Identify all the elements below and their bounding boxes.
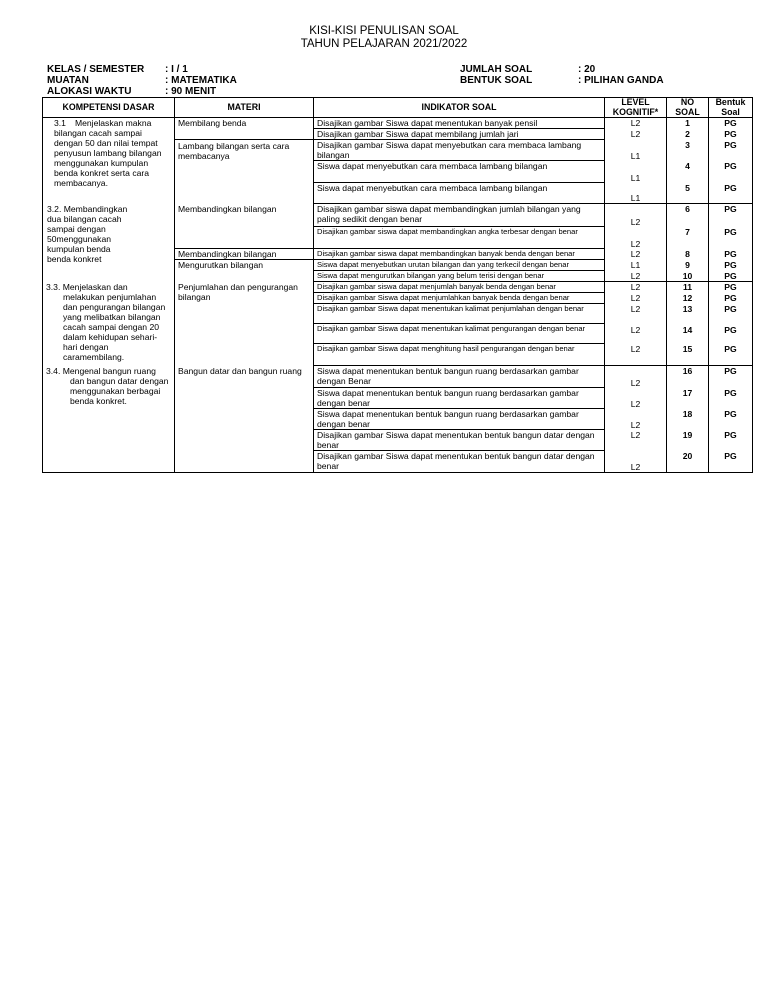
level-cell: L2 bbox=[605, 366, 667, 388]
indikator-cell: Siswa dapat menyebutkan cara membaca lambang bilangan bbox=[314, 183, 605, 204]
kd-3-3-text: 3.3. Menjelaskan dan melakukan penjumlahan dan pengurangan bilangan yang melibatkan bilangan cacah sampai dengan 20 dalam kehidupan sehari-hari dengan caramembilang. bbox=[46, 281, 166, 362]
level-cell: L2 bbox=[605, 118, 667, 129]
kd-3-2 bbox=[43, 204, 175, 282]
meta-left-labels bbox=[47, 64, 144, 97]
level-cell: L2 bbox=[605, 324, 667, 344]
meta-label: KELAS / SEMESTER bbox=[47, 64, 145, 75]
no-soal-cell: 9 bbox=[667, 260, 709, 271]
indikator-cell: Siswa dapat menyebutkan cara membaca lambang bilangan bbox=[314, 161, 605, 183]
bentuk-cell: PG bbox=[709, 140, 753, 161]
bentuk-cell: PG bbox=[709, 409, 753, 430]
meta-right-values bbox=[578, 64, 664, 86]
header-materi: MATERI bbox=[175, 98, 314, 118]
bentuk-cell: PG bbox=[709, 118, 753, 129]
meta-value: : 20 bbox=[578, 64, 596, 75]
meta-label: MUATAN bbox=[47, 75, 89, 86]
bentuk-cell: PG bbox=[709, 388, 753, 409]
no-soal-cell: 5 bbox=[667, 183, 709, 204]
level-cell: L2 bbox=[605, 304, 667, 324]
meta-value: : 90 MENIT bbox=[165, 86, 217, 97]
indikator-cell: Disajikan gambar Siswa dapat menentukan kalimat penjumlahan dengan benar bbox=[314, 304, 605, 324]
header-no-line1: NO bbox=[680, 97, 695, 107]
level-cell: L2 bbox=[605, 344, 667, 366]
kisi-kisi-table bbox=[42, 97, 753, 473]
no-soal-cell: 11 bbox=[667, 282, 709, 293]
no-soal-cell: 3 bbox=[667, 140, 709, 161]
no-soal-cell: 1 bbox=[667, 118, 709, 129]
level-cell: L2 bbox=[605, 129, 667, 140]
level-cell: L2 bbox=[605, 409, 667, 430]
level-cell: L2 bbox=[605, 282, 667, 293]
meta-label: BENTUK SOAL bbox=[460, 75, 533, 86]
level-cell: L2 bbox=[605, 227, 667, 249]
bentuk-cell: PG bbox=[709, 344, 753, 366]
bentuk-cell: PG bbox=[709, 304, 753, 324]
header-level-line2: KOGNITIF* bbox=[612, 106, 659, 117]
level-cell: L2 bbox=[605, 451, 667, 473]
no-soal-cell: 16 bbox=[667, 366, 709, 388]
bentuk-cell: PG bbox=[709, 282, 753, 293]
materi-membilang-benda: Membilang benda bbox=[175, 118, 314, 140]
indikator-cell: Disajikan gambar Siswa dapat membilang jumlah jari bbox=[314, 129, 605, 140]
no-soal-cell: 4 bbox=[667, 161, 709, 183]
materi-membandingkan-bilangan: Membandingkan bilangan bbox=[175, 204, 314, 249]
indikator-cell: Disajikan gambar siswa dapat membandingkan jumlah bilangan yang paling sedikit dengan benar bbox=[314, 204, 605, 227]
header-indikator-soal: INDIKATOR SOAL bbox=[314, 98, 605, 118]
no-soal-cell: 8 bbox=[667, 249, 709, 260]
header-level-line1: LEVEL bbox=[621, 97, 650, 107]
meta-label: JUMLAH SOAL bbox=[460, 64, 533, 75]
kd-3-2-text: 3.2. Membandingkan dua bilangan cacah sampai dengan 50menggunakan kumpulan benda benda konkret bbox=[47, 203, 128, 264]
bentuk-cell: PG bbox=[709, 161, 753, 183]
meta-label: ALOKASI WAKTU bbox=[47, 86, 132, 97]
no-soal-cell: 7 bbox=[667, 227, 709, 249]
indikator-cell: Disajikan gambar Siswa dapat menentukan kalimat pengurangan dengan benar bbox=[314, 324, 605, 344]
kd-3-1 bbox=[43, 118, 175, 204]
materi-mengurutkan-bilangan: Mengurutkan bilangan bbox=[175, 260, 314, 282]
level-cell: L1 bbox=[605, 161, 667, 183]
indikator-cell: Disajikan gambar siswa dapat menjumlah banyak benda dengan benar bbox=[314, 282, 605, 293]
header-kompetensi-dasar: KOMPETENSI DASAR bbox=[43, 98, 175, 118]
header-level-kognitif bbox=[605, 98, 667, 118]
no-soal-cell: 18 bbox=[667, 409, 709, 430]
level-cell: L2 bbox=[605, 204, 667, 227]
bentuk-cell: PG bbox=[709, 271, 753, 282]
bentuk-cell: PG bbox=[709, 366, 753, 388]
kd-3-3 bbox=[43, 282, 175, 366]
bentuk-cell: PG bbox=[709, 129, 753, 140]
bentuk-cell: PG bbox=[709, 451, 753, 473]
header-bentuk-line2: Soal bbox=[721, 106, 740, 117]
header-no-soal bbox=[667, 98, 709, 118]
indikator-cell: Disajikan gambar Siswa dapat menjumlahkan banyak benda dengan benar bbox=[314, 293, 605, 304]
indikator-cell: Siswa dapat menentukan bentuk bangun ruang berdasarkan gambar dengan Benar bbox=[314, 366, 605, 388]
meta-value: : I / 1 bbox=[165, 64, 188, 75]
level-cell: L1 bbox=[605, 183, 667, 204]
header-no-line2: SOAL bbox=[675, 106, 700, 117]
no-soal-cell: 15 bbox=[667, 344, 709, 366]
header-bentuk-line1: Bentuk bbox=[715, 97, 746, 107]
bentuk-cell: PG bbox=[709, 227, 753, 249]
meta-value: : PILIHAN GANDA bbox=[578, 75, 664, 86]
table-row bbox=[43, 118, 753, 129]
meta-value: : MATEMATIKA bbox=[165, 75, 237, 86]
indikator-cell: Siswa dapat mengurutkan bilangan yang belum terisi dengan benar bbox=[314, 271, 605, 282]
no-soal-cell: 2 bbox=[667, 129, 709, 140]
header-bentuk-soal bbox=[709, 98, 753, 118]
indikator-cell: Disajikan gambar Siswa dapat menghitung hasil pengurangan dengan benar bbox=[314, 344, 605, 366]
materi-lambang-bilangan: Lambang bilangan serta cara membacanya bbox=[175, 140, 314, 204]
table-row bbox=[43, 204, 753, 227]
indikator-cell: Disajikan gambar Siswa dapat menentukan bentuk bangun datar dengan benar bbox=[314, 451, 605, 473]
bentuk-cell: PG bbox=[709, 204, 753, 227]
kd-3-1-text bbox=[46, 118, 171, 188]
document-title: KISI-KISI PENULISAN SOAL bbox=[309, 25, 459, 37]
bentuk-cell: PG bbox=[709, 293, 753, 304]
kd-3-4-text: 3.4. Mengenal bangun ruang dan bangun datar dengan menggunakan berbagai benda konkret. bbox=[46, 365, 169, 406]
no-soal-cell: 10 bbox=[667, 271, 709, 282]
kd-3-1-number: 3.1 bbox=[54, 118, 66, 128]
no-soal-cell: 20 bbox=[667, 451, 709, 473]
materi-membandingkan-bilangan-2: Membandingkan bilangan bbox=[175, 249, 314, 260]
indikator-cell: Disajikan gambar siswa dapat membandingkan angka terbesar dengan benar bbox=[314, 227, 605, 249]
document-subtitle: TAHUN PELAJARAN 2021/2022 bbox=[300, 38, 468, 50]
bentuk-cell: PG bbox=[709, 430, 753, 451]
kd-3-4 bbox=[43, 366, 175, 473]
level-cell: L2 bbox=[605, 249, 667, 260]
level-cell: L2 bbox=[605, 388, 667, 409]
no-soal-cell: 12 bbox=[667, 293, 709, 304]
no-soal-cell: 6 bbox=[667, 204, 709, 227]
indikator-cell: Disajikan gambar Siswa dapat menentukan banyak pensil bbox=[314, 118, 605, 129]
bentuk-cell: PG bbox=[709, 183, 753, 204]
bentuk-cell: PG bbox=[709, 249, 753, 260]
indikator-cell: Siswa dapat menentukan bentuk bangun ruang berdasarkan gambar dengan benar bbox=[314, 388, 605, 409]
materi-bangun-datar-ruang: Bangun datar dan bangun ruang bbox=[175, 366, 314, 473]
bentuk-cell: PG bbox=[709, 324, 753, 344]
meta-right-labels bbox=[460, 64, 532, 86]
meta-left-values bbox=[165, 64, 237, 97]
indikator-cell: Disajikan gambar Siswa dapat menentukan bentuk bangun datar dengan benar bbox=[314, 430, 605, 451]
no-soal-cell: 19 bbox=[667, 430, 709, 451]
indikator-cell: Disajikan gambar siswa dapat membandingkan banyak benda dengan benar bbox=[314, 249, 605, 260]
materi-penjumlahan-pengurangan: Penjumlahan dan pengurangan bilangan bbox=[175, 282, 314, 366]
indikator-cell: Disajikan gambar Siswa dapat menyebutkan cara membaca lambang bilangan bbox=[314, 140, 605, 161]
level-cell: L2 bbox=[605, 271, 667, 282]
table-row bbox=[43, 282, 753, 293]
level-cell: L1 bbox=[605, 260, 667, 271]
bentuk-cell: PG bbox=[709, 260, 753, 271]
no-soal-cell: 14 bbox=[667, 324, 709, 344]
table-row bbox=[43, 366, 753, 388]
kd-3-1-description: Menjelaskan makna bilangan cacah sampai dengan 50 dan nilai tempat penyusun lambang bilangan menggunakan kumpulan benda konkret serta cara membacanya. bbox=[54, 118, 162, 188]
no-soal-cell: 13 bbox=[667, 304, 709, 324]
level-cell: L2 bbox=[605, 293, 667, 304]
level-cell: L1 bbox=[605, 140, 667, 161]
indikator-cell: Siswa dapat menentukan bentuk bangun ruang berdasarkan gambar dengan benar bbox=[314, 409, 605, 430]
no-soal-cell: 17 bbox=[667, 388, 709, 409]
level-cell: L2 bbox=[605, 430, 667, 451]
indikator-cell: Siswa dapat menyebutkan urutan bilangan dan yang terkecil dengan benar bbox=[314, 260, 605, 271]
